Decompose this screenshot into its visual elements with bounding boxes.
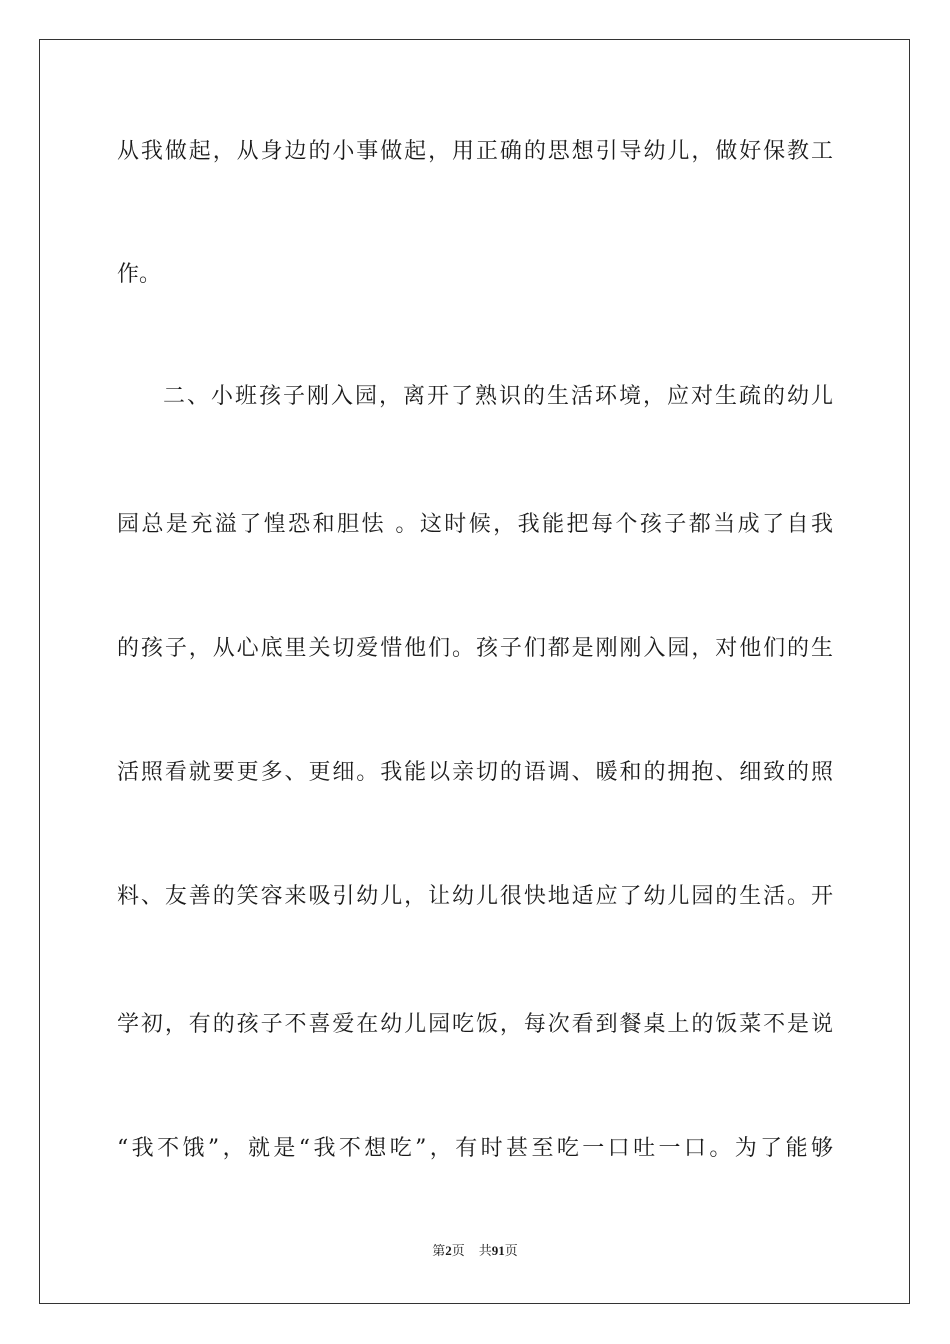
paragraph-line-3: 二、小班孩子刚入园，离开了熟识的生活环境，应对生疏的幼儿 — [163, 384, 833, 409]
total-prefix: 共 — [478, 1244, 492, 1259]
page-border — [39, 39, 910, 1304]
paragraph-line-7: 料、友善的笑容来吸引幼儿，让幼儿很快地适应了幼儿园的生活。开 — [117, 884, 833, 909]
paragraph-line-8: 学初，有的孩子不喜爱在幼儿园吃饭，每次看到餐桌上的饭菜不是说 — [117, 1012, 833, 1037]
page-suffix: 页 — [451, 1244, 465, 1259]
total-suffix: 页 — [504, 1244, 518, 1259]
paragraph-line-9: “我不饿”，就是“我不想吃”，有时甚至吃一口吐一口。为了能够 — [117, 1136, 833, 1161]
page-number: 2 — [445, 1243, 452, 1258]
total-pages: 91 — [491, 1243, 505, 1258]
page-prefix: 第 — [432, 1244, 446, 1259]
paragraph-line-6: 活照看就要更多、更细。我能以亲切的语调、暖和的拥抱、细致的照 — [117, 760, 833, 785]
paragraph-line-4: 园总是充溢了惶恐和胆怯 。这时候，我能把每个孩子都当成了自我 — [117, 512, 833, 537]
page-footer — [0, 1242, 950, 1261]
paragraph-line-2: 作。 — [117, 262, 162, 287]
paragraph-line-1: 从我做起，从身边的小事做起，用正确的思想引导幼儿，做好保教工 — [117, 139, 833, 164]
paragraph-line-5: 的孩子，从心底里关切爱惜他们。孩子们都是刚刚入园，对他们的生 — [117, 636, 833, 661]
